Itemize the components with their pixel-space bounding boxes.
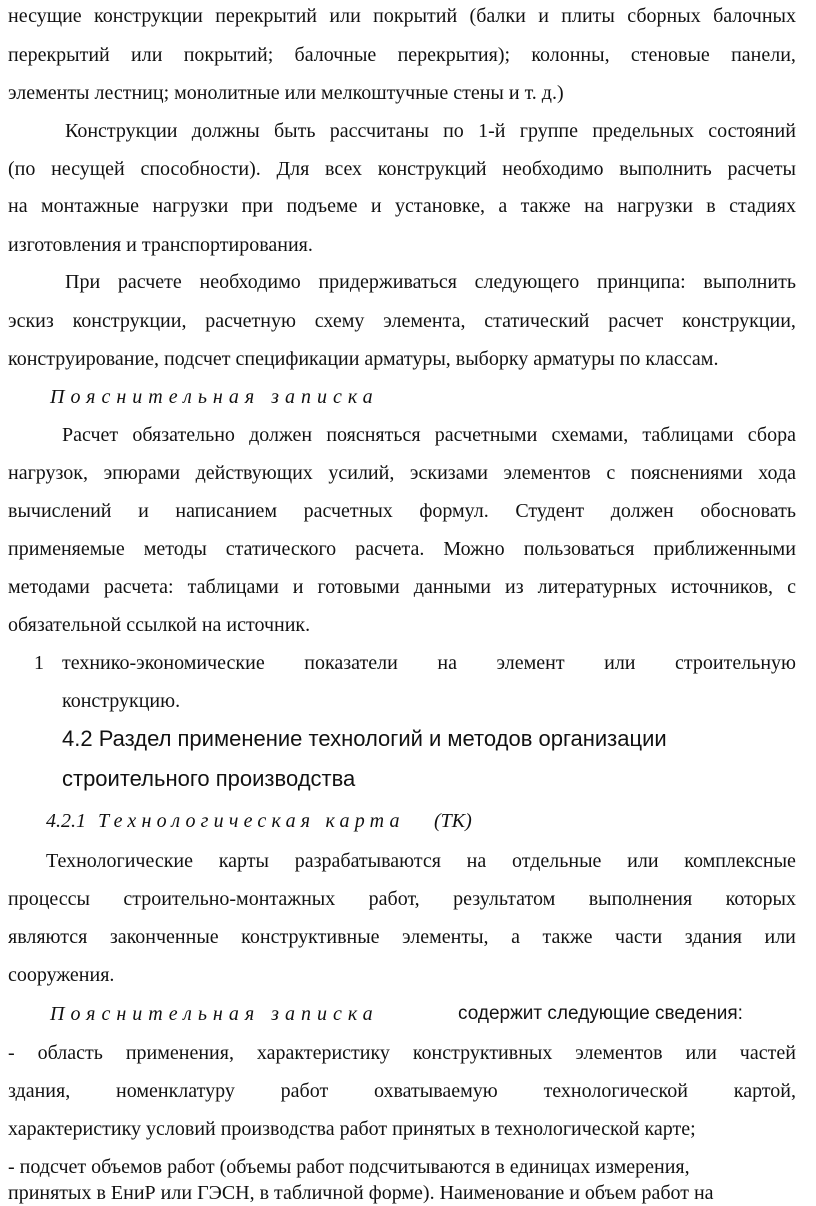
word: элемент	[496, 652, 565, 674]
section-heading-text: строительного производства	[62, 766, 356, 791]
word: части	[615, 926, 663, 948]
word: перекрытий	[215, 5, 318, 27]
word: и	[538, 5, 549, 27]
word: отдельные	[512, 850, 602, 872]
word: элементов	[503, 462, 591, 484]
word: 1-й	[478, 120, 506, 142]
justify-row	[46, 849, 796, 873]
word: необходимо	[502, 158, 604, 180]
word: показатели	[304, 652, 398, 674]
word: рассчитаны	[329, 120, 429, 142]
word: должен	[610, 500, 674, 522]
word: нагрузки	[152, 195, 229, 217]
word: панели,	[731, 44, 796, 66]
word: Можно	[443, 538, 505, 560]
word: перекрытия);	[397, 44, 511, 66]
justify-row	[8, 309, 796, 333]
word: конструктивные	[241, 926, 380, 948]
word: эпюрами	[103, 462, 181, 484]
word: готовыми	[317, 576, 400, 598]
word: конструкции,	[682, 310, 796, 332]
justify-row	[8, 1041, 796, 1065]
word: которых	[725, 888, 796, 910]
word: характеристику	[256, 1042, 390, 1064]
word: элементы,	[402, 926, 489, 948]
word: применения,	[125, 1042, 234, 1064]
justify-row	[8, 157, 796, 181]
word: хода	[758, 462, 796, 484]
word: расчетными	[434, 424, 538, 446]
bullet-1-text: характеристику условий производства работ принятых в технологической карте;	[8, 1118, 696, 1140]
subsection-title: Технологическая карта	[98, 810, 405, 832]
word: -	[8, 1042, 15, 1064]
word: или	[604, 652, 636, 674]
word: Конструкции	[65, 120, 178, 142]
subheading-text: Пояснительная записка	[50, 386, 379, 408]
word: работ	[280, 1080, 329, 1102]
word: технологической	[543, 1080, 688, 1102]
justify-row	[62, 423, 796, 447]
word: таблицами	[642, 424, 734, 446]
word: частей	[739, 1042, 796, 1064]
word: расчетную	[205, 310, 296, 332]
justify-row	[8, 575, 796, 599]
word: плиты	[561, 5, 615, 27]
word: на	[437, 652, 457, 674]
word: придерживаться	[318, 271, 457, 293]
word: также	[542, 926, 593, 948]
word: подъеме	[286, 195, 358, 217]
word: несущие	[8, 5, 82, 27]
word: необходимо	[199, 271, 301, 293]
word: или	[764, 926, 796, 948]
word: установке,	[395, 195, 485, 217]
word: схему	[314, 310, 365, 332]
word: Технологические	[46, 850, 194, 872]
word: эскиз	[8, 310, 54, 332]
word: расчета.	[355, 538, 425, 560]
word: балочные	[294, 44, 377, 66]
bullet-2-text: - подсчет объемов работ (объемы работ подсчитываются в единицах измерения,	[8, 1156, 690, 1178]
bullet-2-text: принятых в ЕниР или ГЭСН, в табличной форме). Наименование и объем работ на	[8, 1182, 714, 1204]
word: строительно-монтажных	[123, 888, 336, 910]
word: номенклатуру	[116, 1080, 235, 1102]
word: нагрузки	[617, 195, 693, 217]
word: литературных	[537, 576, 657, 598]
word: на	[8, 195, 28, 217]
word: быть	[273, 120, 316, 142]
word: способности).	[140, 158, 261, 180]
word: конструкций	[377, 158, 487, 180]
word: при	[241, 195, 274, 217]
word: расчетных	[303, 500, 393, 522]
word: нагрузок,	[8, 462, 89, 484]
word: монтажные	[40, 195, 140, 217]
word: методы	[143, 538, 207, 560]
word: строительную	[675, 652, 796, 674]
word: поясняться	[326, 424, 421, 446]
word: пользоваться	[523, 538, 635, 560]
justify-row	[8, 1079, 796, 1103]
paragraph-4-text: обязательной ссылкой на источник.	[8, 614, 311, 636]
justify-row	[8, 887, 796, 911]
word: данными	[413, 576, 491, 598]
word: или	[329, 5, 361, 27]
justify-row	[8, 537, 796, 561]
list-item-number: 1	[34, 652, 44, 674]
word: стеновые	[630, 44, 710, 66]
word: обосновать	[700, 500, 796, 522]
subsection-number: 4.2.1	[46, 810, 86, 832]
word: на	[466, 850, 487, 872]
word: здания,	[8, 1080, 71, 1102]
word: (балки	[469, 5, 526, 27]
word: карты	[218, 850, 269, 872]
word: действующих	[195, 462, 313, 484]
word: написанием	[175, 500, 278, 522]
word: с	[787, 576, 796, 598]
word: здания	[684, 926, 742, 948]
word: обязательно	[132, 424, 235, 446]
word: схемами,	[551, 424, 629, 446]
word: и	[370, 195, 382, 217]
subsection-abbrev: (ТК)	[434, 810, 472, 832]
paragraph-3-text: конструирование, подсчет спецификации арматуры, выборку арматуры по классам.	[8, 348, 719, 370]
word: покрытий;	[183, 44, 274, 66]
word: должны	[191, 120, 260, 142]
word: картой,	[733, 1080, 796, 1102]
word: колонны,	[531, 44, 610, 66]
justify-row	[65, 119, 796, 143]
word: принципа:	[596, 271, 686, 293]
paragraph-1-text: элементы лестниц; монолитные или мелкоштучные стены и т. д.)	[8, 82, 564, 104]
justify-row	[8, 4, 796, 28]
word: а	[498, 195, 508, 217]
word: выполнить	[703, 271, 796, 293]
paragraph-5-text: сооружения.	[8, 964, 115, 986]
word: таблицами	[187, 576, 279, 598]
word: конструктивных	[412, 1042, 553, 1064]
word: сборных	[627, 5, 701, 27]
word: результатом	[453, 888, 556, 910]
word: стадиях	[729, 195, 796, 217]
word: несущей	[51, 158, 125, 180]
word: конструкции	[94, 5, 203, 27]
word: также	[520, 195, 571, 217]
word: предельных	[592, 120, 694, 142]
word: методами	[8, 576, 90, 598]
word: формул.	[419, 500, 489, 522]
word: в	[706, 195, 716, 217]
word: следующего	[474, 271, 580, 293]
word: из	[504, 576, 524, 598]
word: источников,	[670, 576, 774, 598]
justify-row	[65, 270, 796, 294]
word: и	[292, 576, 304, 598]
word: или	[685, 1042, 717, 1064]
word: Для	[276, 158, 310, 180]
word: группе	[519, 120, 579, 142]
word: всех	[325, 158, 363, 180]
subheading-text: Пояснительная записка	[50, 1003, 379, 1025]
word: комплексные	[684, 850, 796, 872]
word: технико-экономические	[62, 652, 265, 674]
list-item-text: конструкцию.	[62, 690, 181, 712]
word: Расчет	[62, 424, 119, 446]
word: область	[37, 1042, 103, 1064]
word: статического	[225, 538, 337, 560]
word: должен	[249, 424, 313, 446]
justify-row	[62, 651, 796, 675]
word: При	[65, 271, 101, 293]
word: состояний	[708, 120, 796, 142]
word: перекрытий	[8, 44, 110, 66]
word: работ,	[368, 888, 420, 910]
word: балочных	[713, 5, 796, 27]
word: усилий,	[328, 462, 395, 484]
paragraph-2-text: изготовления и транспортирования.	[8, 234, 313, 256]
word: сбора	[747, 424, 796, 446]
word: Студент	[515, 500, 585, 522]
word: разрабатываются	[294, 850, 441, 872]
word: или	[131, 44, 163, 66]
word: по	[443, 120, 464, 142]
subheading-tail: содержит следующие сведения:	[458, 1003, 743, 1024]
word: и	[138, 500, 149, 522]
word: расчета:	[103, 576, 174, 598]
word: являются	[8, 926, 88, 948]
justify-row	[8, 925, 796, 949]
word: расчет	[608, 310, 664, 332]
word: (по	[8, 158, 36, 180]
word: охватываемую	[374, 1080, 498, 1102]
word: эскизами	[409, 462, 488, 484]
word: применяемые	[8, 538, 125, 560]
word: выполнения	[588, 888, 693, 910]
word: приближенными	[653, 538, 796, 560]
word: или	[627, 850, 659, 872]
word: выполнить	[619, 158, 712, 180]
word: а	[511, 926, 520, 948]
word: элементов	[575, 1042, 663, 1064]
word: процессы	[8, 888, 90, 910]
justify-row	[8, 499, 796, 523]
word: статический	[484, 310, 590, 332]
word: расчете	[117, 271, 182, 293]
section-heading-text: 4.2 Раздел применение технологий и методов организации	[62, 726, 667, 751]
word: с	[606, 462, 616, 484]
word: вычислений	[8, 500, 112, 522]
word: на	[584, 195, 604, 217]
word: расчеты	[727, 158, 796, 180]
word: законченные	[109, 926, 219, 948]
justify-row	[8, 194, 796, 218]
word: конструкции,	[72, 310, 187, 332]
word: пояснениями	[630, 462, 743, 484]
justify-row	[8, 43, 796, 67]
justify-row	[8, 461, 796, 485]
word: элемента,	[383, 310, 466, 332]
word: покрытий	[373, 5, 458, 27]
